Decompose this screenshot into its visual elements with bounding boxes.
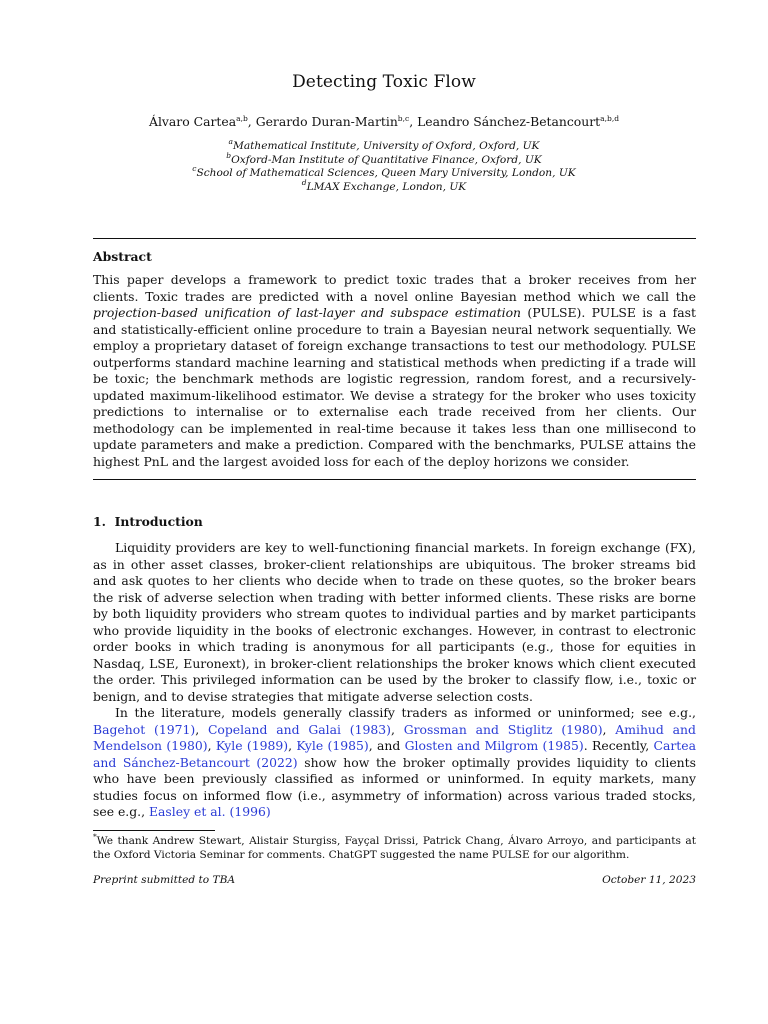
footer-preprint-note: Preprint submitted to TBA [93, 874, 236, 886]
author-affil-marks: b,c [397, 114, 410, 123]
section-number: 1. [93, 514, 106, 529]
abstract-text: This paper develops a framework to predict toxic trades that a broker receives from her clients. Toxic trades are predicted with a novel online Bayesian method which we call the projection-based unification of last-layer and subspace estimation (PULSE). PULSE is a fast and statistically-efficient online procedure to train a Bayesian neural network sequentially. We employ a proprietary dataset of foreign exchange transactions to test our methodology. PULSE outperforms standard machine learning and statistical methods when predicting if a trade will be toxic; the benchmark methods are logistic regression, random forest, and a recursively-updated maximum-likelihood estimator. We devise a strategy for the broker who uses toxicity predictions to internalise or to externalise each trade received from her clients. Our methodology can be implemented in real-time because it takes less than one millisecond to update parameters and make a prediction. Compared with the benchmarks, PULSE attains the highest PnL and the largest avoided loss for each of the deploy horizons we consider. [93, 272, 696, 469]
affiliation: $^c$School of Mathematical Sciences, Queen Mary University, London, UK [192, 164, 576, 179]
citation-link[interactable]: Amihud and Mendelson (1980) [93, 721, 696, 753]
citation-link[interactable]: Cartea and Sánchez-Betancourt (2022) [93, 738, 697, 770]
citation-link[interactable]: Grossman and Stiglitz (1980) [403, 721, 603, 737]
author-name: Álvaro Cartea [149, 114, 237, 129]
citation-link[interactable]: Kyle (1985) [296, 738, 369, 753]
footer-date: October 11, 2023 [602, 874, 696, 886]
footnote-rule [93, 830, 215, 831]
author-affil-marks: a,b [236, 114, 248, 123]
citation-link[interactable]: Bagehot (1971) [93, 721, 196, 737]
paragraph: In the literature, models generally classify traders as informed or uninformed; see e.g., Bagehot (1971), Copeland and Galai (1983), Grossman and Stiglitz (1980), Amihud and Mendelson (1980), Kyle (1989), Kyle (1985), and Glosten and Milgrom (1985). Recently, Cartea and Sánchez-Betancourt (2022) show how the broker optimally provides liquidity to clients who have been previously classified as informed or uninformed. In equity markets, many studies focus on informed flow (i.e., asymmetry of information) across various traded stocks, see e.g., Easley et al. (1996) [93, 705, 697, 819]
paragraph: Liquidity providers are key to well-functioning financial markets. In foreign exchange (FX), as in other asset classes, broker-client relationships are ubiquitous. The broker streams bid and ask quotes to her clients who decide when to trade on these quotes, so the broker bears the risk of adverse selection when trading with better informed clients. These risks are borne by both liquidity providers who stream quotes to individual parties and by market participants who provide liquidity in the books of electronic exchanges. However, in contrast to electronic order books in which trading is anonymous for all participants (e.g., those for equities in Nasdaq, LSE, Euronext), in broker-client relationships the broker knows which client executed the order. This privileged information can be used by the broker to classify flow, i.e., toxic or benign, and to devise strategies that mitigate adverse selection costs. [93, 540, 696, 704]
author-name: Leandro Sánchez-Betancourt [417, 114, 601, 129]
citation-link[interactable]: Kyle (1989) [215, 738, 289, 753]
paper-title: Detecting Toxic Flow [292, 72, 476, 92]
affiliation-list [0, 137, 768, 194]
affiliation: $^b$Oxford-Man Institute of Quantitative Finance, Oxford, UK [226, 150, 542, 166]
abstract-bottom-rule [93, 479, 696, 480]
affiliation: $^d$LMAX Exchange, London, UK [301, 177, 467, 193]
abstract-heading: Abstract [93, 249, 152, 264]
section-body [93, 540, 696, 821]
citation-link[interactable]: Easley et al. (1996) [148, 804, 271, 819]
section-title: Introduction [114, 514, 203, 529]
abstract-top-rule [93, 238, 696, 239]
author-name: Gerardo Duran-Martin [255, 114, 398, 129]
affiliation: $^a$Mathematical Institute, University of Oxford, Oxford, UK [228, 137, 540, 152]
abstract-emphasis: projection-based unification of last-layer and subspace estimation [93, 305, 522, 320]
author-list: Álvaro Cartea$^{a,b}$, Gerardo Duran-Martin$^{b,c}$, Leandro Sánchez-Betancourt$^{a,b,d}$ [149, 114, 619, 129]
author-affil-marks: a,b,d [600, 114, 619, 123]
citation-link[interactable]: Glosten and Milgrom (1985) [404, 738, 584, 753]
footnote-mark: * [93, 832, 97, 841]
footnote: *We thank Andrew Stewart, Alistair Sturgiss, Fayçal Drissi, Patrick Chang, Álvaro Arroyo, and participants at the Oxford Victoria Seminar for comments. ChatGPT suggested the name PULSE for our algorithm. [93, 832, 696, 861]
section-heading [93, 514, 203, 529]
citation-link[interactable]: Copeland and Galai (1983) [207, 721, 391, 737]
